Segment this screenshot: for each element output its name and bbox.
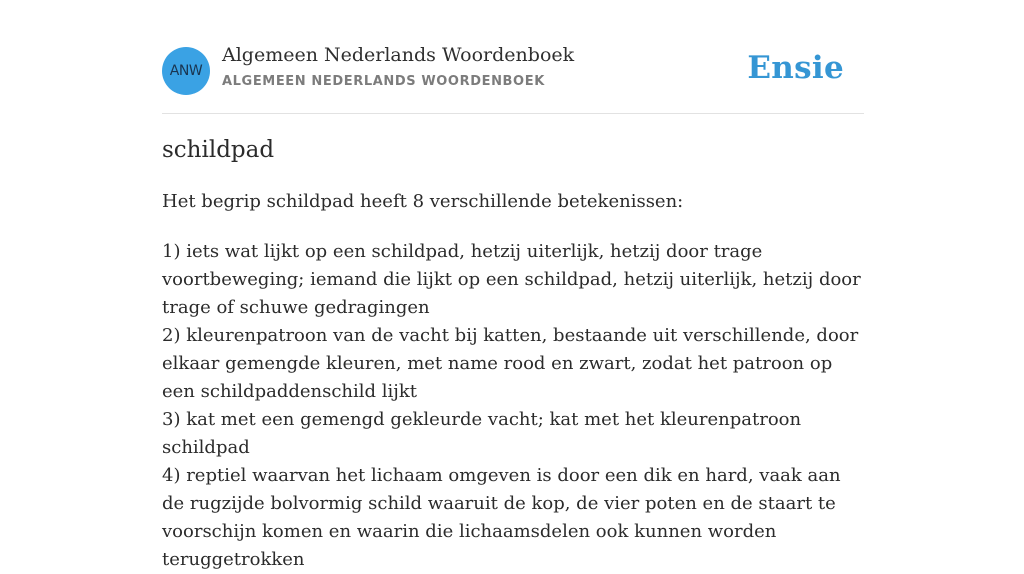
definitions-list (162, 238, 864, 574)
intro-text: Het begrip schildpad heeft 8 verschillende betekenissen: (162, 191, 684, 212)
definition-item: 1) iets wat lijkt op een schildpad, hetzij uiterlijk, hetzij door trage voortbeweging; iemand die lijkt op een schildpad, hetzij uiterlijk, hetzij door trage of schuwe gedragingen (162, 241, 861, 318)
definition-item: 2) kleurenpatroon van de vacht bij katten, bestaande uit verschillende, door elkaar gemengde kleuren, met name rood en zwart, zodat het patroon op een schildpaddenschild lijkt (162, 325, 859, 402)
word-title: schildpad (162, 137, 275, 163)
definition-item: 4) reptiel waarvan het lichaam omgeven is door een dik en hard, vaak aan de rugzijde bolvormig schild waaruit de kop, de vier poten en de staart te voorschijn komen en waarin die lichaamsdelen ook kunnen worden teruggetrokken (162, 465, 841, 570)
source-title[interactable]: Algemeen Nederlands Woordenboek (222, 44, 575, 66)
brand-logo-link[interactable]: Ensie (747, 50, 844, 86)
content-column (162, 0, 864, 570)
source-logo[interactable] (162, 47, 210, 95)
header (162, 0, 864, 114)
source-logo-text: ANW (169, 63, 203, 79)
source-subtitle: ALGEMEEN NEDERLANDS WOORDENBOEK (222, 74, 545, 89)
definition-item: 3) kat met een gemengd gekleurde vacht; kat met het kleurenpatroon schildpad (162, 409, 802, 458)
